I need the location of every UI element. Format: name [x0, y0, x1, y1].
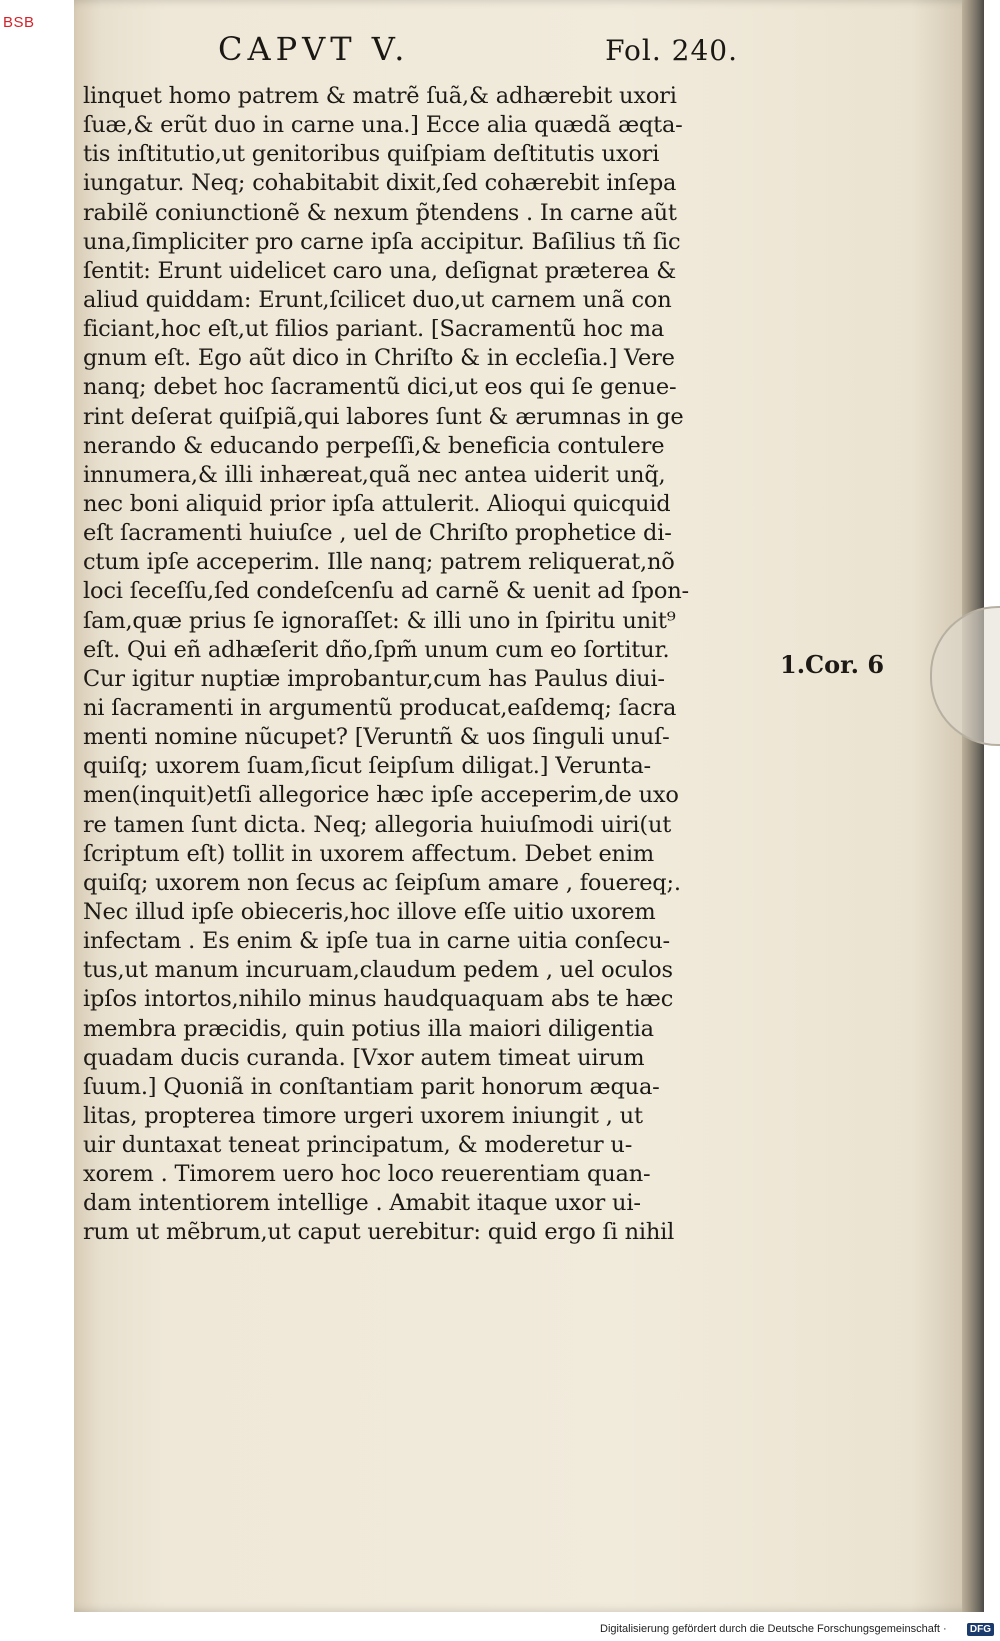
- text-line: loci ſeceſſu,ſed condeſcenſu ad carnẽ & uenit ad ſpon-: [83, 578, 689, 605]
- text-line: eſt. Qui eñ adhæſerit dño,ſpm̃ unum cum eo ſortitur.: [83, 636, 670, 663]
- text-line: tis inſtitutio,ut genitoribus quiſpiam deſtitutis uxori: [83, 141, 660, 168]
- text-line: innumera,& illi inhæreat,quã nec antea uiderit unq̃,: [83, 461, 666, 488]
- text-line: rint deſerat quiſpiã,qui labores ſunt & ærumnas in ge: [83, 403, 684, 430]
- text-line: ſam,quæ prius ſe ignoraſſet: & illi uno in ſpiritu unit⁹: [83, 607, 676, 634]
- marginal-note: 1.Cor. 6: [780, 650, 885, 679]
- text-block: [83, 82, 773, 1248]
- text-line: xorem . Timorem uero hoc loco reuerentiam quan-: [83, 1161, 651, 1188]
- text-line: aliud quiddam: Erunt,ſcilicet duo,ut carnem unã con: [83, 286, 672, 313]
- text-line: quadam ducis curanda. [Vxor autem timeat uirum: [83, 1044, 645, 1071]
- page-header: [218, 30, 738, 76]
- text-line: uir duntaxat teneat principatum, & moderetur u-: [83, 1132, 633, 1159]
- text-line: Nec illud ipſe obieceris,hoc illove eſſe uitio uxorem: [83, 898, 656, 925]
- text-line: re tamen ſunt dicta. Neq; allegoria huiuſmodi uiri(ut: [83, 811, 672, 838]
- text-line: ipſos intortos,nihilo minus haudquaquam abs te hæc: [83, 986, 674, 1013]
- text-line: nec boni aliquid prior ipſa attulerit. Alioqui quicquid: [83, 490, 671, 517]
- text-line: linquet homo patrem & matrẽ ſuã,& adhærebit uxori: [83, 83, 677, 109]
- footer-text: Digitalisierung gefördert durch die Deutsche Forschungsgemeinschaft ·: [600, 1623, 947, 1635]
- text-line: dam intentiorem intellige . Amabit itaque uxor ui-: [83, 1190, 641, 1217]
- text-line: nerando & educando perpeſſi,& beneficia contulere: [83, 432, 665, 459]
- text-line: tus,ut manum incuruam,claudum pedem , uel oculos: [83, 957, 673, 984]
- text-line: Cur igitur nuptiæ improbantur,cum has Paulus diui-: [83, 665, 665, 692]
- text-line: rabilẽ coniunctionẽ & nexum p̃tendens . In carne aũt: [83, 199, 677, 226]
- page-edge-shadow: [962, 0, 984, 1612]
- text-line: quiſq; uxorem non ſecus ac ſeipſum amare , fouereq;.: [83, 869, 681, 896]
- bsb-logo: BSB: [3, 14, 35, 31]
- text-line: iungatur. Neq; cohabitabit dixit,ſed cohærebit inſepa: [83, 170, 677, 197]
- text-line: ctum ipſe acceperim. Ille nanq; patrem reliquerat,nõ: [83, 549, 675, 576]
- text-line: ſcriptum eſt) tollit in uxorem affectum. Debet enim: [83, 840, 654, 867]
- text-line: ficiant,hoc eſt,ut filios pariant. [Sacramentũ hoc ma: [83, 316, 665, 343]
- text-line: litas, propterea timore urgeri uxorem iniungit , ut: [83, 1102, 643, 1129]
- text-line: nanq; debet hoc ſacramentũ dici,ut eos qui ſe genue-: [83, 374, 677, 401]
- text-line: ſentit: Erunt uidelicet caro una, deſignat præterea &: [83, 257, 677, 284]
- text-line: menti nomine nũcupet? [Veruntñ & uos ſinguli unuſ-: [83, 724, 670, 751]
- text-line: infectam . Es enim & ipſe tua in carne uitia conſecu-: [83, 928, 670, 955]
- text-line: rum ut mẽbrum,ut caput uerebitur: quid ergo ſi nihil: [83, 1219, 675, 1246]
- running-head: CAPVT V.: [218, 30, 410, 68]
- text-line: quiſq; uxorem ſuam,ſicut ſeipſum diligat.] Verunta-: [83, 753, 651, 780]
- text-line: una,ſimpliciter pro carne ipſa accipitur. Baſilius tñ ſic: [83, 228, 681, 255]
- dfg-logo: DFG: [967, 1623, 994, 1636]
- text-line: ſuum.] Quoniã in conſtantiam parit honorum æqua-: [83, 1073, 660, 1100]
- text-line: membra præcidis, quin potius illa maiori diligentia: [83, 1015, 654, 1042]
- footer-credit: [600, 1622, 996, 1638]
- text-line: men(inquit)etſi allegorice hæc ipſe acceperim,de uxo: [83, 782, 679, 809]
- text-line: gnum eſt. Ego aũt dico in Chriſto & in eccleſia.] Vere: [83, 345, 675, 372]
- text-line: ni ſacramenti in argumentũ producat,eaſdemq; ſacra: [83, 694, 677, 721]
- folio-number: Fol. 240.: [605, 34, 738, 67]
- text-line: ſuæ,& erũt duo in carne una.] Ecce alia quædã æqta-: [83, 112, 683, 139]
- text-line: eſt ſacramenti huiuſce , uel de Chriſto prophetice di-: [83, 520, 672, 547]
